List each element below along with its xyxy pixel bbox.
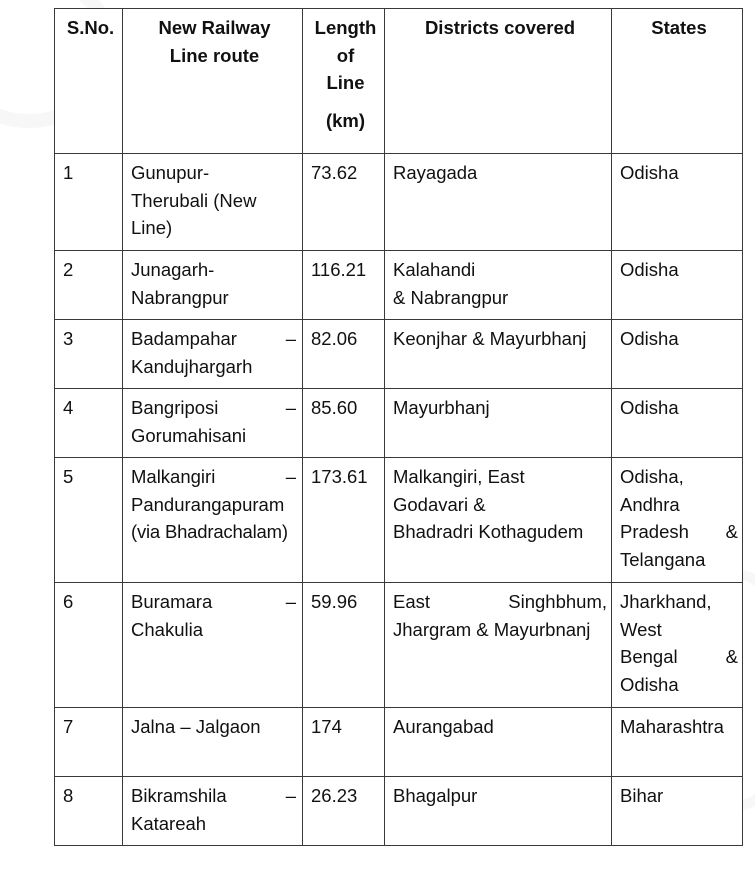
table-row [55,154,743,251]
route-text: Gunupur- [131,162,210,183]
states-text: Odisha, [620,466,684,487]
route-text: (via Bhadrachalam) [131,521,288,542]
states-text: Bihar [620,785,664,806]
districts-text: Mayurbhanj [393,397,490,418]
cell-sno: 2 [55,251,123,320]
districts-text: Bhagalpur [393,785,478,806]
cell-sno: 6 [55,583,123,708]
header-states [612,9,743,154]
route-text: Pandurangapuram [131,493,285,515]
states-text: & [725,646,738,667]
route-dash: – [285,466,296,487]
route-text: Gorumahisani [131,424,247,446]
route-text: Line) [131,217,173,238]
table-row [55,583,743,708]
districts-text: Jhargram & Mayurbnanj [393,618,591,640]
states-text: Telangana [620,548,706,570]
header-length-unit: (km) [325,109,366,131]
cell-states [612,251,743,320]
table-row [55,708,743,777]
route-line-justified [131,463,298,491]
cell-length: 73.62 [303,154,385,251]
cell-route [123,708,303,777]
cell-length: 116.21 [303,251,385,320]
header-districts-text: Districts covered [424,17,576,38]
cell-sno: 8 [55,777,123,846]
header-districts [385,9,612,154]
states-text: Odisha [620,397,679,418]
cell-districts [385,251,612,320]
route-dash: – [285,328,296,349]
cell-districts [385,458,612,583]
cell-states [612,777,743,846]
header-states-text: States [651,17,707,38]
cell-states [612,154,743,251]
cell-states [612,583,743,708]
states-text: Odisha [620,328,679,349]
route-text: Junagarh- [131,259,215,280]
districts-text: Keonjhar & Mayurbhanj [393,328,587,349]
cell-sno: 4 [55,389,123,458]
table-row [55,251,743,320]
districts-text: Bhadradri Kothagudem [393,521,584,542]
cell-sno: 3 [55,320,123,389]
states-text: Odisha [620,162,679,183]
header-route-line1: New Railway [158,17,271,38]
states-line-justified [620,643,738,671]
cell-districts [385,320,612,389]
cell-sno: 1 [55,154,123,251]
cell-districts [385,389,612,458]
header-length [303,9,385,154]
cell-route [123,458,303,583]
header-sno-text: S.No. [66,17,115,38]
cell-length: 85.60 [303,389,385,458]
districts-text: Aurangabad [393,716,494,737]
states-text: Maharashtra [620,716,724,737]
header-sno [55,9,123,154]
states-line-justified [620,518,738,546]
route-text: Badampahar [131,328,237,349]
cell-route [123,389,303,458]
route-text: Jalna – Jalgaon [131,716,261,737]
route-text: Kandujhargarh [131,355,253,377]
districts-text: Rayagada [393,162,478,183]
cell-length: 82.06 [303,320,385,389]
table-row [55,777,743,846]
cell-districts [385,583,612,708]
table-row [55,458,743,583]
districts-line-justified [393,588,607,616]
route-text: Bangriposi [131,397,219,418]
cell-districts [385,154,612,251]
cell-sno: 5 [55,458,123,583]
cell-states [612,320,743,389]
cell-length: 26.23 [303,777,385,846]
route-text: Malkangiri [131,466,216,487]
cell-districts [385,708,612,777]
cell-sno: 7 [55,708,123,777]
cell-route [123,251,303,320]
railway-lines-table [54,8,743,846]
route-dash: – [285,785,296,806]
route-text: Therubali (New [131,189,257,211]
states-text: Pradesh [620,521,689,542]
cell-length: 173.61 [303,458,385,583]
route-dash: – [285,397,296,418]
header-route-line2: Line route [169,44,260,66]
states-text: Andhra [620,493,680,515]
table-row [55,389,743,458]
states-text: & [725,521,738,542]
cell-route [123,154,303,251]
header-length-line2: of [336,44,355,66]
states-text: Bengal [620,646,678,667]
districts-text: Kalahandi [393,259,476,280]
cell-length: 174 [303,708,385,777]
route-text: Katareah [131,812,207,834]
table-row [55,320,743,389]
cell-route [123,583,303,708]
districts-text: Malkangiri, East [393,466,525,487]
header-route [123,9,303,154]
cell-route [123,777,303,846]
route-line-justified [131,782,298,810]
route-text: Buramara [131,591,213,612]
cell-states [612,458,743,583]
route-text: Bikramshila [131,785,227,806]
header-length-line1: Length [314,17,377,38]
route-line-justified [131,394,298,422]
states-text: Jharkhand, [620,591,712,612]
cell-states [612,708,743,777]
route-text: Nabrangpur [131,286,229,308]
cell-length: 59.96 [303,583,385,708]
header-length-line3: Line [326,72,365,93]
table-header-row [55,9,743,154]
districts-text: Godavari & [393,493,486,515]
districts-text: & Nabrangpur [393,286,509,308]
cell-states [612,389,743,458]
states-text: Odisha [620,259,679,280]
districts-text: Singhbhum, [508,591,607,612]
cell-route [123,320,303,389]
route-line-justified [131,325,298,353]
cell-districts [385,777,612,846]
states-text: Odisha [620,673,679,695]
districts-text: East [393,591,431,612]
route-dash: – [285,591,296,612]
states-text: West [620,618,662,640]
route-line-justified [131,588,298,616]
route-text: Chakulia [131,618,203,640]
